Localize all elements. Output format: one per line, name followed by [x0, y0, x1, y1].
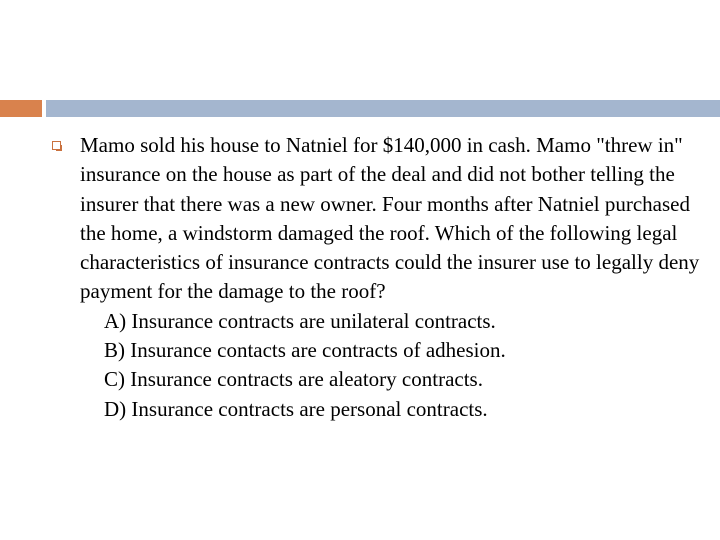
answer-option-d: D) Insurance contracts are personal contracts. — [104, 396, 488, 421]
bullet-icon — [52, 141, 61, 150]
answer-option-a: A) Insurance contracts are unilateral contracts. — [104, 308, 496, 333]
header-accent-bar-orange — [0, 100, 42, 117]
answer-option-b: B) Insurance contacts are contracts of adhesion. — [104, 338, 506, 363]
slide-content — [52, 131, 702, 424]
header-accent-bar-blue — [46, 100, 720, 117]
bullet-text — [80, 131, 702, 424]
question-text: Mamo sold his house to Natniel for $140,000 in cash. Mamo "threw in" insurance on the house as part of the deal and did not bother telling the insurer that there was a new owner. Four months after Natniel purchased the home, a windstorm damaged the roof. Which of the following legal characteristics of insurance contracts could the insurer use to legally deny payment for the damage to the roof? — [80, 133, 700, 304]
answer-option-c: C) Insurance contracts are aleatory contracts. — [104, 367, 483, 392]
